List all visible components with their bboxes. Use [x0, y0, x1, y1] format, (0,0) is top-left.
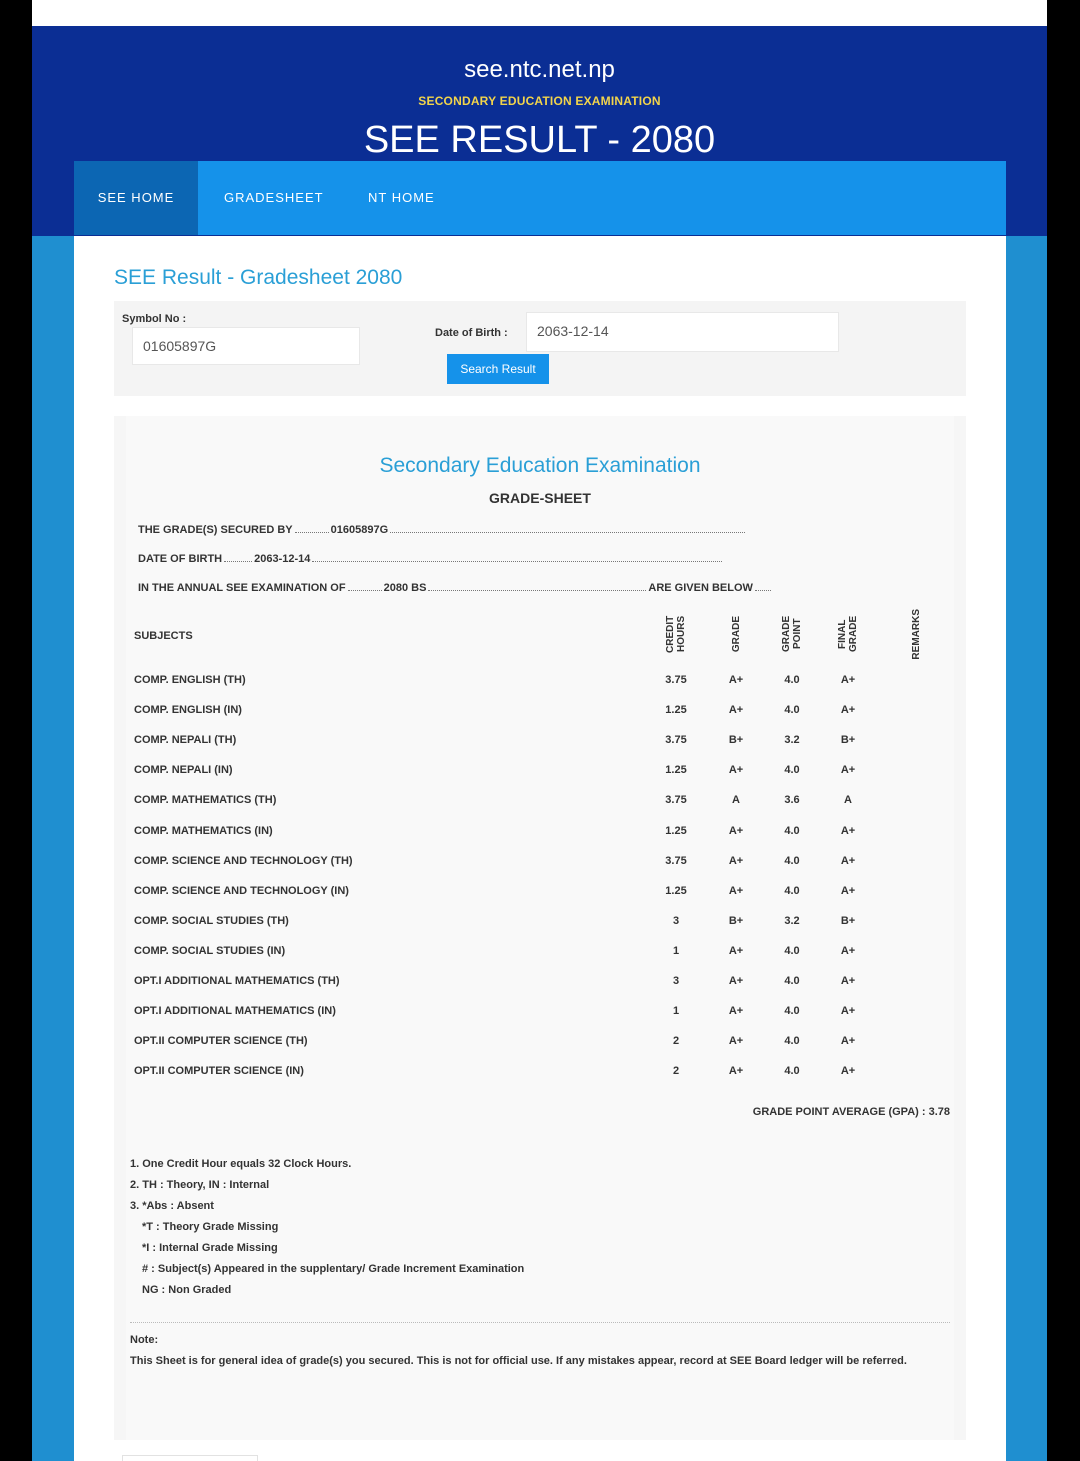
cell-final: B+ — [840, 734, 856, 747]
cell-point: 4.0 — [784, 674, 800, 687]
main-nav — [74, 161, 1006, 235]
legend-item: *T : Theory Grade Missing — [142, 1221, 279, 1233]
note-text: This Sheet is for general idea of grade(s) you secured. This is not for official use. If any mistakes appear, record at SEE Board ledger will be referred. — [130, 1355, 907, 1367]
dob-line — [138, 553, 724, 565]
symbol-input[interactable]: 01605897G — [132, 327, 360, 365]
cell-point: 4.0 — [784, 854, 800, 867]
cell-point: 4.0 — [784, 974, 800, 987]
exam-label: IN THE ANNUAL SEE EXAMINATION OF — [138, 582, 346, 594]
col-final-grade: FINAL GRADE — [837, 615, 859, 653]
cell-final: A+ — [840, 944, 856, 957]
col-remarks: REMARKS — [910, 608, 922, 660]
cell-subject: COMP. ENGLISH (IN) — [134, 704, 242, 717]
sheet-dob-label: DATE OF BIRTH — [138, 553, 223, 565]
cell-grade: A+ — [728, 1005, 744, 1018]
cell-final: A+ — [840, 1035, 856, 1048]
cell-subject: COMP. MATHEMATICS (TH) — [134, 794, 277, 807]
table-row — [134, 815, 954, 845]
nav-nt-home[interactable]: NT HOME — [368, 190, 435, 205]
table-row — [134, 695, 954, 725]
cell-point: 4.0 — [784, 764, 800, 777]
site-domain: see.ntc.net.np — [464, 56, 615, 83]
table-row — [134, 906, 954, 936]
cell-point: 4.0 — [784, 824, 800, 837]
cell-point: 4.0 — [784, 1005, 800, 1018]
cell-subject: OPT.I ADDITIONAL MATHEMATICS (IN) — [134, 1005, 336, 1018]
cell-subject: COMP. SCIENCE AND TECHNOLOGY (TH) — [134, 854, 353, 867]
table-row — [134, 876, 954, 906]
table-row — [134, 785, 954, 815]
legend-item: 3. *Abs : Absent — [130, 1200, 214, 1212]
col-grade-point: GRADE POINT — [781, 615, 803, 653]
dob-label: Date of Birth : — [435, 327, 508, 339]
cell-grade: A+ — [728, 884, 744, 897]
cell-credit: 1 — [672, 1005, 680, 1018]
secured-line — [138, 524, 747, 536]
cell-credit: 2 — [672, 1035, 680, 1048]
cell-point: 3.6 — [784, 794, 800, 807]
cell-final: B+ — [840, 914, 856, 927]
cell-point: 3.2 — [784, 914, 800, 927]
print-button-edge[interactable] — [122, 1455, 258, 1461]
cell-grade: A+ — [728, 674, 744, 687]
table-row — [134, 755, 954, 785]
main-content — [74, 236, 1006, 1461]
note-label: Note: — [130, 1334, 159, 1346]
cell-credit: 3 — [672, 914, 680, 927]
cell-remarks — [878, 695, 954, 725]
table-row — [134, 966, 954, 996]
cell-remarks — [878, 785, 954, 815]
search-form — [114, 301, 966, 396]
cell-remarks — [878, 1056, 954, 1086]
cell-credit: 3.75 — [665, 734, 687, 747]
gpa-summary: GRADE POINT AVERAGE (GPA) : 3.78 — [752, 1106, 950, 1118]
legend-item: 2. TH : Theory, IN : Internal — [130, 1179, 270, 1191]
cell-remarks — [878, 1026, 954, 1056]
cell-point: 3.2 — [784, 734, 800, 747]
cell-credit: 1 — [672, 944, 680, 957]
nav-gradesheet[interactable]: GRADESHEET — [224, 190, 324, 205]
cell-credit: 1.25 — [665, 884, 687, 897]
cell-credit: 2 — [672, 1065, 680, 1078]
cell-point: 4.0 — [784, 1065, 800, 1078]
cell-point: 4.0 — [784, 884, 800, 897]
legend-item: 1. One Credit Hour equals 32 Clock Hours. — [130, 1158, 352, 1170]
cell-remarks — [878, 876, 954, 906]
given-below: ARE GIVEN BELOW — [648, 582, 753, 594]
table-row — [134, 936, 954, 966]
cell-subject: COMP. SOCIAL STUDIES (IN) — [134, 944, 286, 957]
cell-grade: A+ — [728, 1065, 744, 1078]
cell-final: A+ — [840, 704, 856, 717]
cell-final: A+ — [840, 824, 856, 837]
cell-remarks — [878, 936, 954, 966]
cell-grade: A+ — [728, 824, 744, 837]
legend-notes — [130, 1154, 524, 1301]
cell-subject: COMP. SOCIAL STUDIES (TH) — [134, 914, 289, 927]
table-row — [134, 665, 954, 695]
disclaimer-note — [130, 1330, 930, 1372]
cell-subject: COMP. MATHEMATICS (IN) — [134, 824, 273, 837]
grades-table — [134, 606, 954, 1086]
cell-subject: COMP. NEPALI (IN) — [134, 764, 233, 777]
legend-item: *I : Internal Grade Missing — [142, 1242, 278, 1254]
page-title: SEE Result - Gradesheet 2080 — [114, 266, 403, 289]
cell-credit: 1.25 — [665, 764, 687, 777]
cell-final: A+ — [840, 674, 856, 687]
cell-remarks — [878, 725, 954, 755]
cell-subject: OPT.II COMPUTER SCIENCE (TH) — [134, 1035, 308, 1048]
cell-final: A+ — [840, 1005, 856, 1018]
cell-grade: A+ — [728, 704, 744, 717]
gradesheet-panel — [114, 416, 966, 1440]
cell-subject: COMP. SCIENCE AND TECHNOLOGY (IN) — [134, 884, 349, 897]
col-grade: GRADE — [730, 615, 742, 653]
cell-remarks — [878, 906, 954, 936]
search-result-button[interactable]: Search Result — [447, 354, 549, 384]
header-title: SEE RESULT - 2080 — [363, 119, 716, 161]
cell-grade: A — [732, 794, 740, 807]
cell-remarks — [878, 665, 954, 695]
legend-item: # : Subject(s) Appeared in the supplentary/ Grade Increment Examination — [142, 1263, 525, 1275]
cell-subject: OPT.II COMPUTER SCIENCE (IN) — [134, 1065, 304, 1078]
cell-remarks — [878, 815, 954, 845]
cell-final: A — [844, 794, 852, 807]
cell-credit: 3 — [672, 974, 680, 987]
cell-subject: OPT.I ADDITIONAL MATHEMATICS (TH) — [134, 974, 340, 987]
secured-value: 01605897G — [330, 524, 389, 536]
secured-label: THE GRADE(S) SECURED BY — [138, 524, 293, 536]
cell-credit: 1.25 — [665, 824, 687, 837]
exam-line — [138, 582, 773, 594]
cell-grade: A+ — [728, 764, 744, 777]
cell-point: 4.0 — [784, 704, 800, 717]
table-row — [134, 1056, 954, 1086]
cell-credit: 3.75 — [665, 854, 687, 867]
page-frame — [32, 0, 1047, 1461]
cell-point: 4.0 — [784, 944, 800, 957]
grades-header-row — [134, 606, 954, 665]
cell-remarks — [878, 755, 954, 785]
cell-final: A+ — [840, 764, 856, 777]
table-row — [134, 1026, 954, 1056]
cell-final: A+ — [840, 884, 856, 897]
top-bar — [32, 0, 1047, 26]
cell-remarks — [878, 846, 954, 876]
dob-input[interactable]: 2063-12-14 — [526, 312, 839, 352]
cell-grade: A+ — [728, 1035, 744, 1048]
cell-grade: A+ — [728, 944, 744, 957]
symbol-label: Symbol No : — [122, 313, 187, 325]
table-row — [134, 846, 954, 876]
cell-final: A+ — [840, 1065, 856, 1078]
cell-credit: 3.75 — [665, 794, 687, 807]
sheet-subheading: GRADE-SHEET — [489, 490, 591, 506]
header-subtitle: SECONDARY EDUCATION EXAMINATION — [418, 94, 661, 108]
table-row — [134, 996, 954, 1026]
cell-grade: A+ — [728, 854, 744, 867]
col-subjects: SUBJECTS — [134, 629, 193, 642]
cell-remarks — [878, 996, 954, 1026]
cell-subject: COMP. NEPALI (TH) — [134, 734, 237, 747]
nav-see-home[interactable]: SEE HOME — [74, 161, 198, 235]
legend-item: NG : Non Graded — [142, 1284, 232, 1296]
cell-remarks — [878, 966, 954, 996]
cell-grade: B+ — [728, 914, 744, 927]
cell-final: A+ — [840, 974, 856, 987]
cell-final: A+ — [840, 854, 856, 867]
cell-grade: A+ — [728, 974, 744, 987]
cell-point: 4.0 — [784, 1035, 800, 1048]
col-credit-hours: CREDIT HOURS — [665, 615, 687, 653]
table-row — [134, 725, 954, 755]
sheet-heading: Secondary Education Examination — [379, 454, 701, 477]
cell-grade: B+ — [728, 734, 744, 747]
note-divider — [130, 1322, 950, 1323]
cell-subject: COMP. ENGLISH (TH) — [134, 674, 246, 687]
cell-credit: 1.25 — [665, 704, 687, 717]
exam-value: 2080 BS — [383, 582, 427, 594]
cell-credit: 3.75 — [665, 674, 687, 687]
sheet-dob-value: 2063-12-14 — [254, 553, 311, 565]
